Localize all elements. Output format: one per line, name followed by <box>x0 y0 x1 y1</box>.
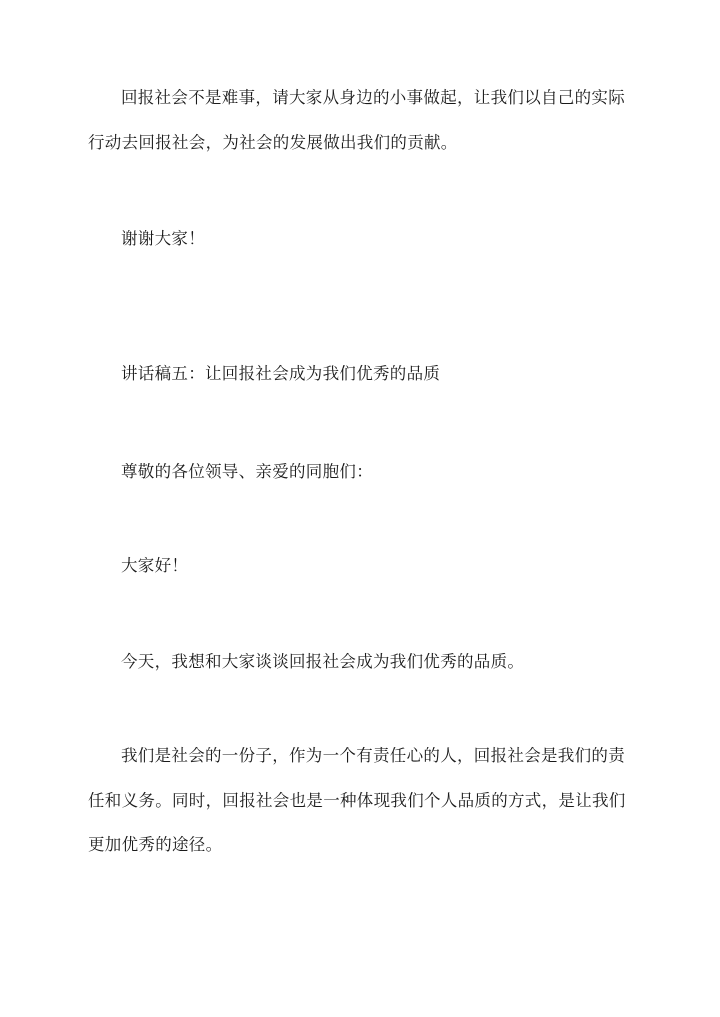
paragraph-thanks: 谢谢大家！ <box>121 229 205 248</box>
greeting: 大家好！ <box>121 556 189 575</box>
paragraph-1-line-1: 回报社会不是难事，请大家从身边的小事做起，让我们以自己的实际 <box>121 88 625 107</box>
salutation: 尊敬的各位领导、亲爱的同胞们： <box>121 462 373 481</box>
paragraph-3: 今天，我想和大家谈谈回报社会成为我们优秀的品质。 <box>121 652 525 671</box>
paragraph-1-line-2: 行动去回报社会，为社会的发展做出我们的贡献。 <box>88 133 458 152</box>
speech-heading: 讲话稿五：让回报社会成为我们优秀的品质 <box>121 364 441 383</box>
paragraph-4-line-1: 我们是社会的一份子，作为一个有责任心的人，回报社会是我们的责 <box>121 746 625 765</box>
paragraph-4-line-2: 任和义务。同时，回报社会也是一种体现我们个人品质的方式，是让我们 <box>88 791 626 810</box>
paragraph-4-line-3: 更加优秀的途径。 <box>88 835 223 854</box>
